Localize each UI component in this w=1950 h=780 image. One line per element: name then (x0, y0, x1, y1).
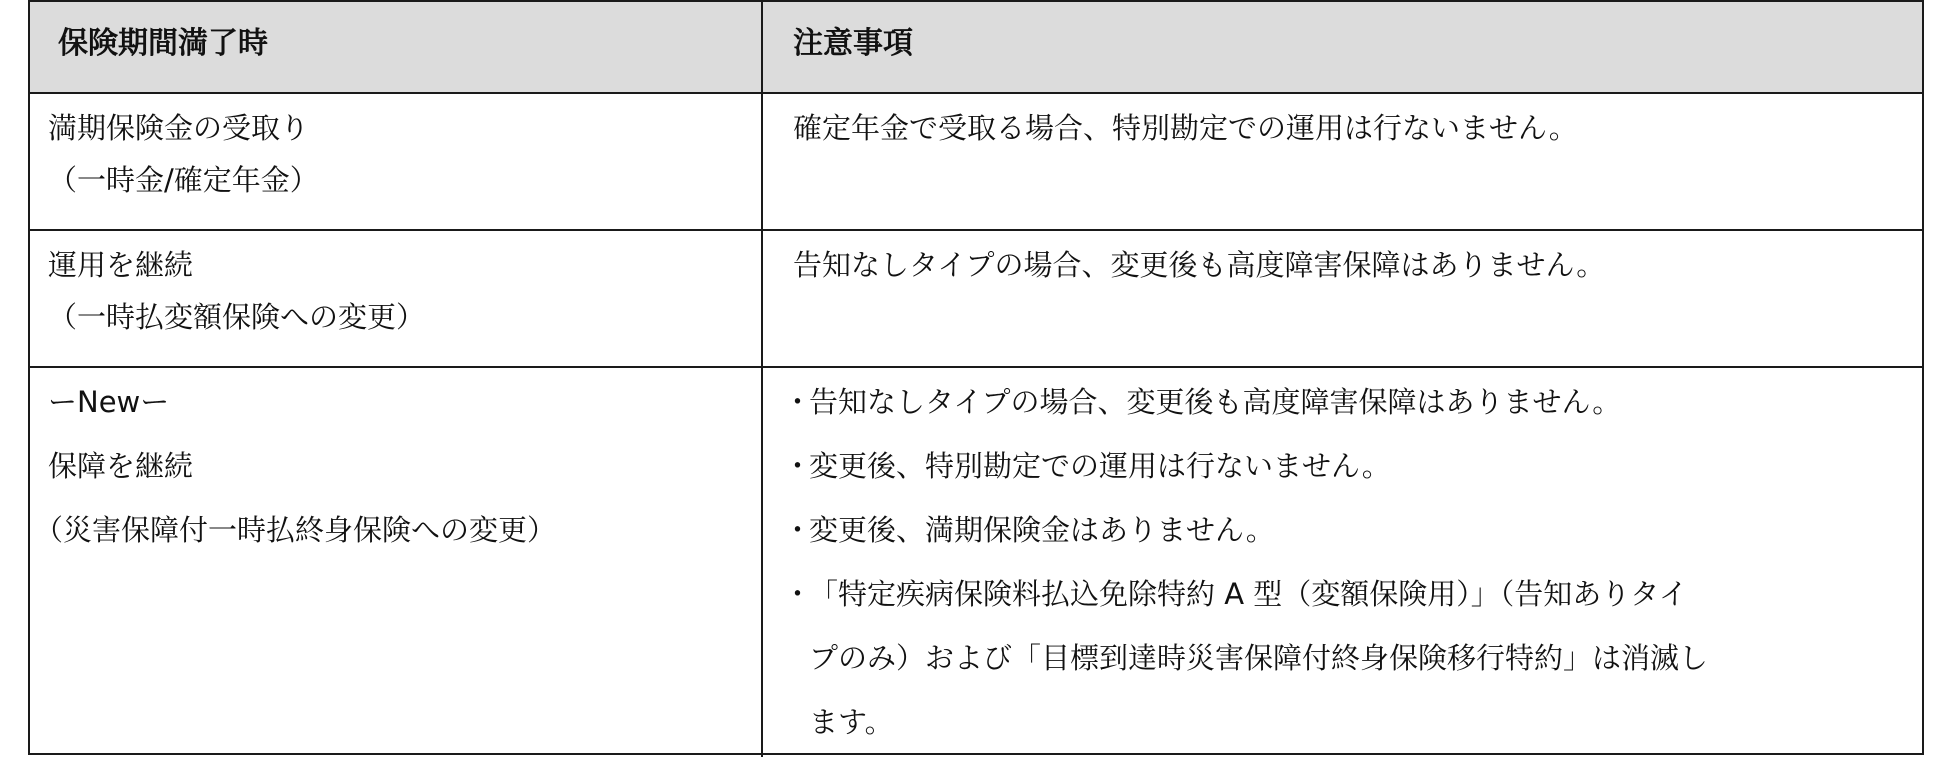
option-title: 運用を継続 (48, 248, 194, 282)
note-bullet-text: 告知なしタイプの場合、変更後も高度障害保障はありません。 (809, 385, 1622, 419)
bullet-mark: ・ (783, 513, 813, 547)
option-title: 保障を継続 (48, 449, 194, 483)
table-row (30, 231, 1922, 368)
bullet-mark: ・ (783, 385, 813, 419)
row-option-cell (30, 94, 763, 229)
row-note-cell (763, 94, 1922, 229)
bullet-mark: ・ (783, 577, 813, 611)
bullet-mark: ・ (783, 449, 813, 483)
new-badge-text: ーNewー (48, 385, 170, 419)
option-title: 満期保険金の受取り (48, 111, 310, 145)
header-notes-label: 注意事項 (793, 26, 913, 61)
note-bullet-text: 変更後、満期保険金はありません。 (809, 513, 1275, 547)
notes-table (28, 0, 1924, 755)
note-text: 告知なしタイプの場合、変更後も高度障害保障はありません。 (793, 248, 1606, 282)
note-bullet-text: 変更後、特別勘定での運用は行ないません。 (809, 449, 1391, 483)
note-text: 確定年金で受取る場合、特別勘定での運用は行ないません。 (793, 111, 1578, 145)
table-header-row (30, 2, 1922, 94)
row-note-cell (763, 231, 1922, 366)
option-subtitle: （一時払変額保険への変更） (48, 300, 426, 334)
header-cell-notes (763, 2, 1922, 92)
header-expiry-label: 保険期間満了時 (58, 26, 268, 61)
table-row (30, 94, 1922, 231)
row-option-cell (30, 368, 763, 757)
note-continuation-text: プのみ）および「目標到達時災害保障付終身保険移行特約」は消滅し (809, 641, 1709, 675)
header-cell-expiry (30, 2, 763, 92)
row-note-cell (763, 368, 1922, 757)
table-row (30, 368, 1922, 757)
note-continuation-text: ます。 (809, 705, 894, 739)
row-option-cell (30, 231, 763, 366)
option-subtitle: （災害保障付一時払終身保険への変更） (34, 513, 557, 547)
note-bullet-text: 「特定疾病保険料払込免除特約 A 型（変額保険用）」（告知ありタイ (809, 577, 1688, 611)
option-subtitle: （一時金/確定年金） (48, 163, 319, 197)
